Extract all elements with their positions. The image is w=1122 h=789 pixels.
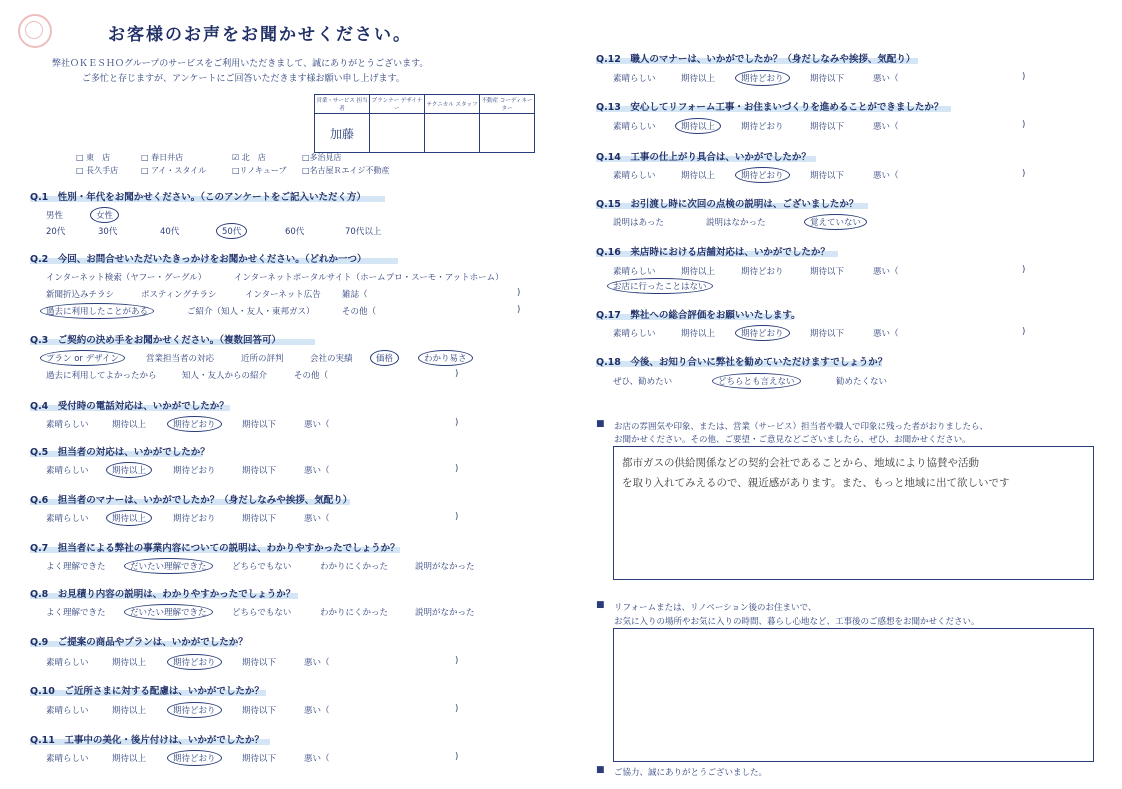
q9-as-expected-circled[interactable]: 期待どおり xyxy=(167,654,222,670)
q10-bad-close: ) xyxy=(455,704,459,714)
q11-heading: Q.11 工事中の美化・後片付けは、いかがでしたか？ xyxy=(30,735,264,746)
q2-posting-flyer[interactable]: ポスティングチラシ xyxy=(141,290,217,300)
staff-cell-empty[interactable] xyxy=(480,114,535,153)
q18-heading: Q.18 今後、お知り合いに弊社を勧めていただけますでしょうか？ xyxy=(596,357,888,368)
q1-age-30s[interactable]: 30代 xyxy=(98,227,118,237)
q15-explained[interactable]: 説明はあった xyxy=(613,218,664,228)
q10-bad[interactable]: 悪い（ xyxy=(304,706,330,716)
store-higashi[interactable]: □ 東 店 xyxy=(76,153,111,162)
q16-above[interactable]: 期待以上 xyxy=(681,267,716,277)
q2-other[interactable]: その他（ xyxy=(342,307,377,317)
q11-excellent[interactable]: 素晴らしい xyxy=(46,754,89,764)
q11-bad[interactable]: 悪い（ xyxy=(304,754,330,764)
q5-heading: Q.5 担当者の対応は、いかがでしたか？ xyxy=(30,447,210,458)
q16-below[interactable]: 期待以下 xyxy=(810,267,845,277)
q6-heading: Q.6 担当者のマナーは、いかがでしたか？（身だしなみや挨拶、気配り） xyxy=(30,495,353,506)
q13-bad[interactable]: 悪い（ xyxy=(873,122,899,132)
q2-portal-site[interactable]: インターネットポータルサイト（ホームプロ・スーモ・アットホーム） xyxy=(234,273,504,283)
q1-age-20s[interactable]: 20代 xyxy=(46,227,66,237)
staff-header-technical: テクニカル スタッフ xyxy=(425,95,480,114)
q5-below[interactable]: 期待以下 xyxy=(242,466,277,476)
q15-heading: Q.15 お引渡し時に次回の点検の説明は、ございましたか？ xyxy=(596,199,859,210)
store-i-style[interactable]: □ アイ・スタイル xyxy=(141,166,207,175)
q12-heading: Q.12 職人のマナーは、いかがでしたか？（身だしなみや挨拶、気配り） xyxy=(596,54,916,65)
q14-below[interactable]: 期待以下 xyxy=(810,171,845,181)
comment2-textbox[interactable] xyxy=(613,628,1094,762)
store-renocube[interactable]: □リノキューブ xyxy=(232,166,287,175)
comment2-prompt-line1: リフォームまたは、リノベーション後のお住まいで、 xyxy=(614,603,817,613)
q3-track-record[interactable]: 会社の実績 xyxy=(310,354,353,364)
q9-above[interactable]: 期待以上 xyxy=(112,658,147,668)
q16-heading: Q.16 来店時における店舗対応は、いかがでしたか？ xyxy=(596,247,830,258)
store-kasugai[interactable]: □ 春日井店 xyxy=(141,153,184,162)
store-kita-checked[interactable]: ☑ 北 店 xyxy=(232,153,266,162)
q3-other-close: ) xyxy=(455,369,459,379)
q8-mostly-understood-circled[interactable]: だいたい理解できた xyxy=(124,604,213,620)
q4-as-expected-circled[interactable]: 期待どおり xyxy=(167,416,222,432)
q4-above[interactable]: 期待以上 xyxy=(112,420,147,430)
q12-as-expected-circled[interactable]: 期待どおり xyxy=(735,70,790,86)
q9-bad-close: ) xyxy=(455,656,459,666)
store-nagoya-r-age[interactable]: □名古屋Ｒエイジ不動産 xyxy=(302,166,390,175)
q8-no-explanation[interactable]: 説明がなかった xyxy=(415,608,475,618)
q3-heading: Q.3 ご契約の決め手をお聞かせください。（複数回答可） xyxy=(30,335,282,346)
q5-bad[interactable]: 悪い（ xyxy=(304,466,330,476)
comment1-textbox[interactable] xyxy=(613,446,1094,580)
staff-header-planner: プランナー デザイナー xyxy=(370,95,425,114)
q10-as-expected-circled[interactable]: 期待どおり xyxy=(167,702,222,718)
q4-bad[interactable]: 悪い（ xyxy=(304,420,330,430)
q2-internet-search[interactable]: インターネット検索（ヤフー・グーグル） xyxy=(46,273,207,283)
q4-heading: Q.4 受付時の電話対応は、いかがでしたか？ xyxy=(30,401,229,412)
q1-age-40s[interactable]: 40代 xyxy=(160,227,180,237)
q8-heading: Q.8 お見積り内容の説明は、わかりやすかったでしょうか？ xyxy=(30,589,296,600)
q17-above[interactable]: 期待以上 xyxy=(681,329,716,339)
q1-male[interactable]: 男性 xyxy=(46,211,64,221)
q5-excellent[interactable]: 素晴らしい xyxy=(46,466,89,476)
q17-heading: Q.17 弊社への総合評価をお願いいたします。 xyxy=(596,310,801,321)
q16-bad-close: ) xyxy=(1022,265,1026,275)
footer-thanks: ご協力、誠にありがとうございました。 xyxy=(614,768,768,778)
red-seal-stamp xyxy=(18,14,52,48)
q15-not-explained[interactable]: 説明はなかった xyxy=(706,218,766,228)
staff-handwritten-name: 加藤 xyxy=(315,114,370,153)
q7-understood-well[interactable]: よく理解できた xyxy=(46,562,106,572)
q4-below[interactable]: 期待以下 xyxy=(242,420,277,430)
q13-excellent[interactable]: 素晴らしい xyxy=(613,122,656,132)
q7-mostly-understood-circled[interactable]: だいたい理解できた xyxy=(124,558,213,574)
q17-excellent[interactable]: 素晴らしい xyxy=(613,329,656,339)
q3-good-before[interactable]: 過去に利用してよかったから xyxy=(46,371,157,381)
staff-cell-empty[interactable] xyxy=(425,114,480,153)
q11-above[interactable]: 期待以上 xyxy=(112,754,147,764)
q7-no-explanation[interactable]: 説明がなかった xyxy=(415,562,475,572)
square-bullet-icon: ■ xyxy=(596,600,605,610)
q16-excellent[interactable]: 素晴らしい xyxy=(613,267,656,277)
q2-magazine[interactable]: 雑誌（ xyxy=(342,290,368,300)
q18-not-recommend[interactable]: 勧めたくない xyxy=(836,377,888,387)
staff-table xyxy=(314,94,535,153)
square-bullet-icon: ■ xyxy=(596,419,605,429)
q1-age-50s-circled[interactable]: 50代 xyxy=(216,223,247,239)
intro-line-1: 弊社ＯＫＥＳＨＯグループのサービスをご利用いただきまして、誠にありがとうございます。 xyxy=(52,59,429,69)
q10-heading: Q.10 ご近所さまに対する配慮は、いかがでしたか？ xyxy=(30,686,264,697)
q2-newspaper-flyer[interactable]: 新聞折込みチラシ xyxy=(46,290,115,300)
q4-bad-close: ) xyxy=(455,418,459,428)
q9-heading: Q.9 ご提案の商品やプランは、いかがでしたか？ xyxy=(30,637,248,648)
intro-line-2: ご多忙と存じますが、アンケートにご回答いただきます様お願い申し上げます。 xyxy=(82,74,405,84)
q6-below[interactable]: 期待以下 xyxy=(242,514,277,524)
q10-above[interactable]: 期待以上 xyxy=(112,706,147,716)
q1-age-70s[interactable]: 70代以上 xyxy=(345,227,382,237)
q5-as-expected[interactable]: 期待どおり xyxy=(173,466,216,476)
q12-bad-close: ) xyxy=(1022,72,1026,82)
q14-as-expected-circled[interactable]: 期待どおり xyxy=(735,167,790,183)
square-bullet-icon: ■ xyxy=(596,765,605,775)
store-nagakute[interactable]: □ 長久手店 xyxy=(76,166,119,175)
q11-bad-close: ) xyxy=(455,752,459,762)
page-title: お客様のお声をお聞かせください。 xyxy=(108,25,412,45)
q7-heading: Q.7 担当者による弊社の事業内容についての説明は、わかりやすかったでしょうか？ xyxy=(30,543,400,554)
q4-excellent[interactable]: 素晴らしい xyxy=(46,420,89,430)
comment1-handwritten-line1: 都市ガスの供給関係などの契約会社であることから、地域により協賛や活動 xyxy=(622,457,979,469)
q6-bad[interactable]: 悪い（ xyxy=(304,514,330,524)
q3-clarity-circled[interactable]: わかり易さ xyxy=(418,350,473,366)
q3-acquaintance[interactable]: 知人・友人からの紹介 xyxy=(182,371,268,381)
q8-hard[interactable]: わかりにくかった xyxy=(320,608,389,618)
q3-other[interactable]: その他（ xyxy=(294,371,329,381)
staff-header-sales: 営業・サービス 担当者 xyxy=(315,95,370,114)
q9-excellent[interactable]: 素晴らしい xyxy=(46,658,89,668)
q13-below[interactable]: 期待以下 xyxy=(810,122,845,132)
q7-hard[interactable]: わかりにくかった xyxy=(320,562,389,572)
comment1-handwritten-line2: を取り入れてみえるので、親近感があります。また、もっと地域に出て欲しいです xyxy=(622,477,1010,489)
q17-as-expected-circled[interactable]: 期待どおり xyxy=(735,325,790,341)
q7-neither[interactable]: どちらでもない xyxy=(232,562,292,572)
q1-heading: Q.1 性別・年代をお聞かせください。（このアンケートをご記入いただく方） xyxy=(30,192,366,203)
q2-referral[interactable]: ご紹介（知人・友人・東邦ガス） xyxy=(187,307,315,317)
q2-heading: Q.2 今回、お問合せいただいたきっかけをお聞かせください。（どれか一つ） xyxy=(30,254,367,265)
q18-definitely-recommend[interactable]: ぜひ、勧めたい xyxy=(613,377,673,387)
q9-below[interactable]: 期待以下 xyxy=(242,658,277,668)
q6-excellent[interactable]: 素晴らしい xyxy=(46,514,89,524)
q3-price-circled[interactable]: 価格 xyxy=(370,350,399,366)
q10-below[interactable]: 期待以下 xyxy=(242,706,277,716)
q2-magazine-close: ) xyxy=(517,288,521,298)
staff-cell-empty[interactable] xyxy=(370,114,425,153)
comment1-prompt-line1: お店の雰囲気や印象、または、営業（サービス）担当者や職人で印象に残った者がおりましたら、 xyxy=(614,422,989,432)
q5-bad-close: ) xyxy=(455,464,459,474)
q14-bad-close: ) xyxy=(1022,169,1026,179)
q16-as-expected[interactable]: 期待どおり xyxy=(741,267,784,277)
q6-above-circled[interactable]: 期待以上 xyxy=(106,510,152,526)
q12-bad[interactable]: 悪い（ xyxy=(873,74,899,84)
q13-heading: Q.13 安心してリフォーム工事・お住まいづくりを進めることができましたか？ xyxy=(596,102,944,113)
q15-dont-remember-circled[interactable]: 覚えていない xyxy=(804,214,867,230)
staff-header-realestate: 不動産 コーディネーター xyxy=(480,95,535,114)
q3-reputation[interactable]: 近所の評判 xyxy=(241,354,284,364)
q16-bad[interactable]: 悪い（ xyxy=(873,267,899,277)
q17-below[interactable]: 期待以下 xyxy=(810,329,845,339)
q12-excellent[interactable]: 素晴らしい xyxy=(613,74,656,84)
q13-above-circled[interactable]: 期待以上 xyxy=(675,118,721,134)
q17-bad[interactable]: 悪い（ xyxy=(873,329,899,339)
q13-as-expected[interactable]: 期待どおり xyxy=(741,122,784,132)
q5-above-circled[interactable]: 期待以上 xyxy=(106,462,152,478)
q11-as-expected-circled[interactable]: 期待どおり xyxy=(167,750,222,766)
q12-below[interactable]: 期待以下 xyxy=(810,74,845,84)
q13-bad-close: ) xyxy=(1022,120,1026,130)
comment2-prompt-line2: お気に入りの場所やお気に入りの時間、暮らし心地など、工事後のご感想をお聞かせください。 xyxy=(614,617,980,627)
q16-never-visited-circled[interactable]: お店に行ったことはない xyxy=(607,278,713,294)
q14-above[interactable]: 期待以上 xyxy=(681,171,716,181)
q3-plan-design-circled[interactable]: プラン or デザイン xyxy=(40,350,125,366)
q8-understood-well[interactable]: よく理解できた xyxy=(46,608,106,618)
q6-bad-close: ) xyxy=(455,512,459,522)
q2-internet-ad[interactable]: インターネット広告 xyxy=(245,290,321,300)
q2-used-before-circled[interactable]: 過去に利用したことがある xyxy=(40,303,154,319)
q10-excellent[interactable]: 素晴らしい xyxy=(46,706,89,716)
q6-as-expected[interactable]: 期待どおり xyxy=(173,514,216,524)
comment1-prompt-line2: お聞かせください。その他、ご要望・ご意見などございましたら、ぜひ、お聞かせください。 xyxy=(614,435,971,445)
q18-neither-circled[interactable]: どちらとも言えない xyxy=(712,373,801,389)
q14-bad[interactable]: 悪い（ xyxy=(873,171,899,181)
q2-other-close: ) xyxy=(517,305,521,315)
q1-female-circled[interactable]: 女性 xyxy=(90,207,119,223)
q3-sales-response[interactable]: 営業担当者の対応 xyxy=(146,354,215,364)
q1-age-60s[interactable]: 60代 xyxy=(285,227,305,237)
q9-bad[interactable]: 悪い（ xyxy=(304,658,330,668)
q14-heading: Q.14 工事の仕上がり具合は、いかがでしたか？ xyxy=(596,152,811,163)
q17-bad-close: ) xyxy=(1022,327,1026,337)
q12-above[interactable]: 期待以上 xyxy=(681,74,716,84)
q11-below[interactable]: 期待以下 xyxy=(242,754,277,764)
store-tajimi[interactable]: □多治見店 xyxy=(302,153,342,162)
q8-neither[interactable]: どちらでもない xyxy=(232,608,292,618)
q14-excellent[interactable]: 素晴らしい xyxy=(613,171,656,181)
